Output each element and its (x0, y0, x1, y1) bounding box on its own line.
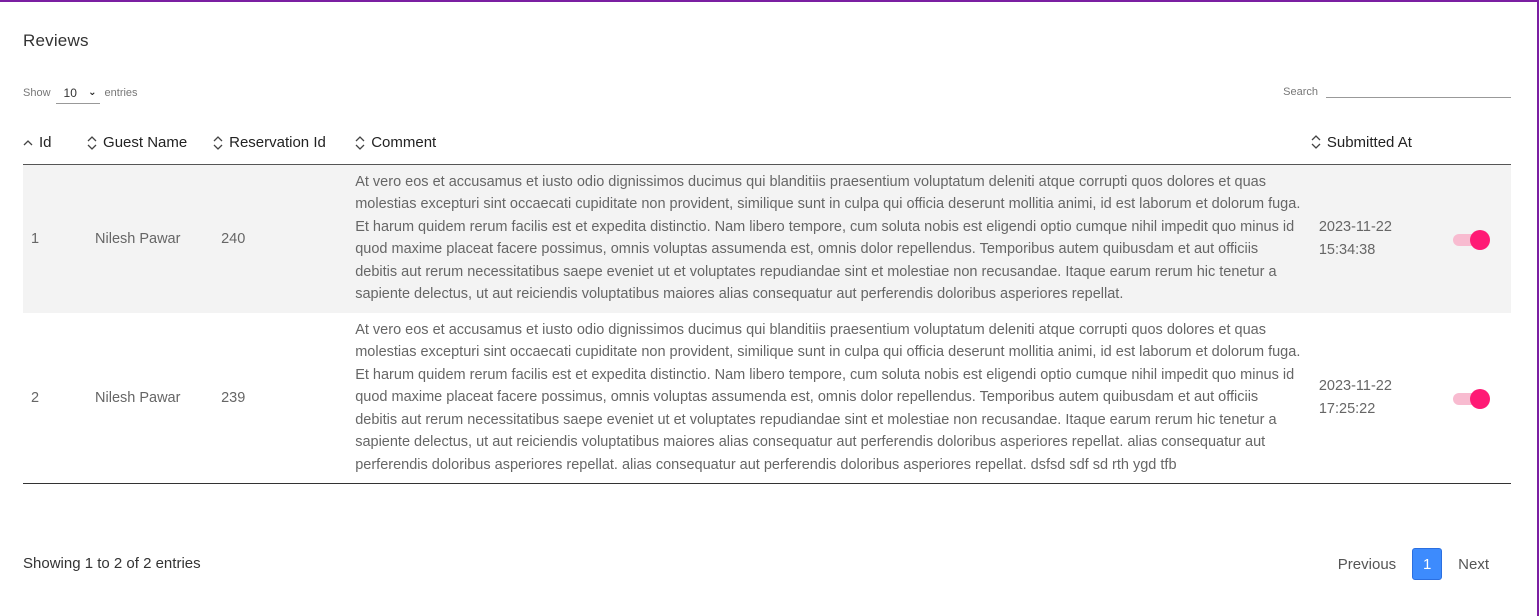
cell-id: 2 (23, 313, 87, 484)
sort-icon (355, 135, 369, 152)
table-row (23, 164, 1511, 313)
column-header-id[interactable] (23, 122, 87, 164)
column-header-comment[interactable] (355, 122, 1311, 164)
column-header-actions (1451, 122, 1511, 164)
cell-submitted-at (1311, 313, 1451, 484)
cell-id: 1 (23, 164, 87, 313)
page-title: Reviews (23, 31, 89, 50)
table-info: Showing 1 to 2 of 2 entries (23, 555, 201, 572)
review-toggle-switch[interactable] (1451, 388, 1491, 408)
top-accent-border (0, 0, 1539, 2)
column-header-id-label: Id (39, 134, 52, 152)
cell-actions (1451, 164, 1511, 313)
entries-select-value: 10 (63, 85, 77, 100)
column-header-guest-name-label: Guest Name (103, 133, 188, 151)
column-header-submitted-at-label: Submitted At (1326, 133, 1412, 151)
column-header-reservation-id-label: Reservation Id (229, 133, 326, 151)
cell-reservation-id: 240 (213, 164, 355, 313)
cell-comment: At vero eos et accusamus et iusto odio dignissimos ducimus qui blanditiis praesentium voluptatum deleniti atque corrupti quos dolores et quas molestias excepturi sint occaecati cupiditate non provident, similique sunt in culpa qui officia deserunt mollitia animi, id est laborum et dolorum fuga. Et harum quidem rerum facilis est et expedita distinctio. Nam libero tempore, cum soluta nobis est eligendi optio cumque nihil impedit quo minus id quod maxime placeat facere possimus, omnis voluptas assumenda est, omnis dolor repellendus. Temporibus autem quibusdam et aut officiis debitis aut rerum necessitatibus saepe eveniet ut et voluptates repudiandae sint et molestiae non recusandae. Itaque earum rerum hic tenetur a sapiente delectus, ut aut reiciendis voluptatibus maiores alias consequatur aut perferendis doloribus asperiores repellat. (355, 164, 1311, 313)
toggle-knob (1470, 389, 1490, 409)
cell-reservation-id: 239 (213, 313, 355, 484)
column-header-guest-name[interactable] (87, 122, 213, 164)
entries-label: entries (104, 87, 138, 99)
next-page-button[interactable]: Next (1458, 555, 1489, 573)
entries-select[interactable] (56, 82, 100, 104)
review-toggle-switch[interactable] (1451, 229, 1491, 249)
show-label: Show (23, 87, 51, 99)
table-header-row (23, 122, 1511, 164)
cell-comment: At vero eos et accusamus et iusto odio dignissimos ducimus qui blanditiis praesentium voluptatum deleniti atque corrupti quos dolores et quas molestias excepturi sint occaecati cupiditate non provident, similique sunt in culpa qui officia deserunt mollitia animi, id est laborum et dolorum fuga. Et harum quidem rerum facilis est et expedita distinctio. Nam libero tempore, cum soluta nobis est eligendi optio cumque nihil impedit quo minus id quod maxime placeat facere possimus, omnis voluptas assumenda est, omnis dolor repellendus. Temporibus autem quibusdam et aut officiis debitis aut rerum necessitatibus saepe eveniet ut et voluptates repudiandae sint et molestiae non recusandae. Itaque earum rerum hic tenetur a sapiente delectus, ut aut reiciendis voluptatibus maiores alias consequatur aut perferendis doloribus asperiores repellat. alias consequatur aut perferendis doloribus asperiores repellat. alias consequatur aut perferendis doloribus asperiores repellat. dsfsd sdf sd rth ygd tfb (355, 313, 1311, 484)
submitted-date: 2023-11-22 (1318, 219, 1392, 235)
search-input[interactable] (1326, 82, 1511, 98)
reviews-table (23, 122, 1511, 484)
entries-length-control (23, 82, 138, 104)
sort-icon (1311, 134, 1325, 151)
cell-actions (1451, 313, 1511, 484)
sort-icon (87, 135, 101, 152)
chevron-down-icon: ⌄ (88, 87, 97, 98)
sort-icon (213, 135, 227, 152)
search-label: Search (1283, 86, 1318, 98)
submitted-time: 17:25:22 (1318, 400, 1376, 417)
search-control (1283, 82, 1511, 98)
page-1-button[interactable]: 1 (1412, 548, 1442, 580)
column-header-comment-label: Comment (371, 133, 437, 151)
submitted-date: 2023-11-22 (1318, 378, 1392, 395)
column-header-submitted-at[interactable] (1311, 122, 1451, 164)
column-header-reservation-id[interactable] (213, 122, 355, 164)
cell-guest-name: Nilesh Pawar (87, 313, 213, 484)
table-row (23, 313, 1511, 484)
pagination (1326, 548, 1501, 580)
submitted-time: 15:34:38 (1318, 241, 1376, 258)
cell-submitted-at (1311, 164, 1451, 313)
cell-guest-name: Nilesh Pawar (87, 164, 213, 313)
previous-page-button[interactable]: Previous (1337, 555, 1397, 573)
chevron-up-icon (23, 139, 37, 148)
toggle-knob (1470, 230, 1490, 250)
